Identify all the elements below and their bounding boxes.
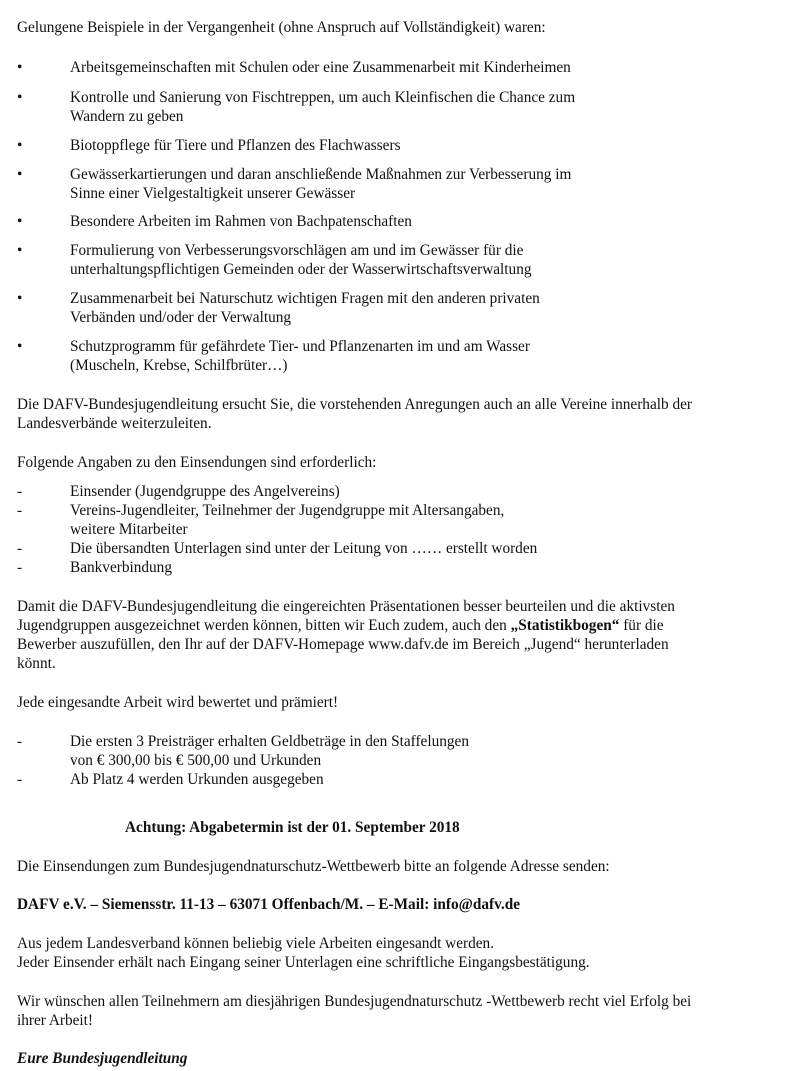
bullet-marker: •: [17, 59, 23, 76]
dash-marker: -: [17, 502, 23, 519]
bullet-marker: •: [17, 290, 23, 307]
dash-marker: -: [17, 483, 23, 500]
address-intro: Die Einsendungen zum Bundesjugendnaturschutz-Wettbewerb bitte an folgende Adresse senden:: [17, 858, 610, 875]
dafv-homepage-link[interactable]: www.dafv.de: [368, 636, 449, 653]
bullet-marker: •: [17, 89, 23, 106]
note-line: Jeder Einsender erhält nach Eingang seiner Unterlagen eine schriftliche Eingangsbestätigung.: [17, 954, 590, 971]
evaluation-text: Jede eingesandte Arbeit wird bewertet und prämiert!: [17, 694, 339, 711]
dash-marker: -: [17, 771, 23, 788]
note-line: Aus jedem Landesverband können beliebig viele Arbeiten eingesandt werden.: [17, 935, 495, 952]
statistics-paragraph-line: Bewerber auszufüllen, den Ihr auf der DAFV-Homepage www.dafv.de im Bereich „Jugend“ herunterladen: [17, 636, 669, 653]
closing-line: ihrer Arbeit!: [17, 1012, 94, 1029]
dash-marker: -: [17, 559, 23, 576]
statistics-paragraph-line: Jugendgruppen ausgezeichnet werden können, bitten wir Euch zudem, auch den „Statistikbogen“ für die: [17, 617, 664, 634]
deadline-notice: Achtung: Abgabetermin ist der 01. September 2018: [125, 819, 460, 836]
statistics-paragraph-line: Damit die DAFV-Bundesjugendleitung die eingereichten Präsentationen besser beurteilen und die aktivsten: [17, 598, 675, 615]
postal-address: DAFV e.V. – Siemensstr. 11-13 – 63071 Offenbach/M. – E-Mail: info@dafv.de: [17, 896, 521, 913]
statistikbogen-term: „Statistikbogen“: [510, 617, 620, 634]
forward-request-line: Landesverbände weiterzuleiten.: [17, 415, 212, 432]
closing-line: Wir wünschen allen Teilnehmern am diesjährigen Bundesjugendnaturschutz -Wettbewerb recht viel Erfolg bei: [17, 993, 692, 1010]
intro-text: Gelungene Beispiele in der Vergangenheit (ohne Anspruch auf Vollständigkeit) waren:: [17, 19, 546, 36]
dash-marker: -: [17, 733, 23, 750]
bullet-marker: •: [17, 213, 23, 230]
required-info-heading: Folgende Angaben zu den Einsendungen sind erforderlich:: [17, 454, 377, 471]
dash-marker: -: [17, 540, 23, 557]
bullet-marker: •: [17, 338, 23, 355]
signature: Eure Bundesjugendleitung: [17, 1050, 188, 1067]
bullet-marker: •: [17, 242, 23, 259]
bullet-marker: •: [17, 166, 23, 183]
statistics-paragraph-line: könnt.: [17, 655, 56, 672]
forward-request-line: Die DAFV-Bundesjugendleitung ersucht Sie, die vorstehenden Anregungen auch an alle Vereine innerhalb der: [17, 396, 693, 413]
bullet-marker: •: [17, 137, 23, 154]
